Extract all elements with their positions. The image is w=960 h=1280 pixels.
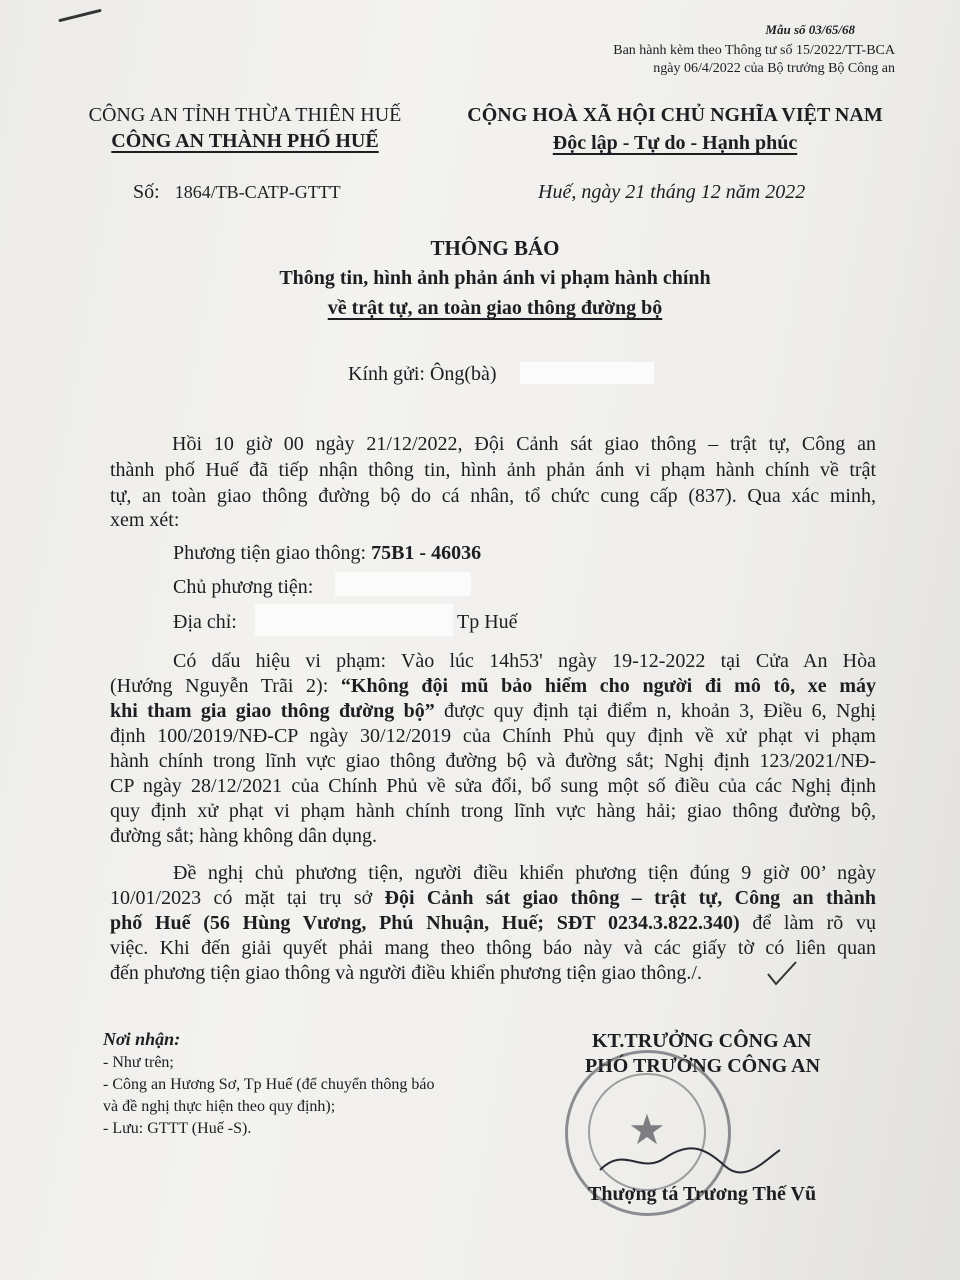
violation-line-5: hành chính trong lĩnh vực giao thông đường bộ và đường sắt; Nghị định 123/2021/NĐ- bbox=[110, 750, 876, 772]
agency-parent: CÔNG AN TỈNH THỪA THIÊN HUẾ bbox=[88, 104, 402, 126]
violation-line-2: (Hướng Nguyễn Trãi 2): “Không đội mũ bảo hiểm cho người đi mô tô, xe máy bbox=[110, 675, 876, 697]
form-issued-line-1: Ban hành kèm theo Thông tư số 15/2022/TT-BCA bbox=[613, 43, 895, 58]
form-issued-line-2: ngày 06/4/2022 của Bộ trưởng Bộ Công an bbox=[653, 61, 895, 76]
redacted-address bbox=[255, 604, 453, 636]
violation-line-4: định 100/2019/NĐ-CP ngày 30/12/2019 của Chính Phủ quy định về xử phạt vi phạm bbox=[110, 725, 876, 747]
place-date: Huế, ngày 21 tháng 12 năm 2022 bbox=[538, 181, 806, 203]
signer-name: Thượng tá Trương Thế Vũ bbox=[588, 1183, 817, 1205]
doc-number: Số: 1864/TB-CATP-GTTT bbox=[133, 181, 341, 203]
request-line-5: đến phương tiện giao thông và người điều khiển phương tiện giao thông./. bbox=[110, 962, 702, 984]
violation-line-7: quy định xử phạt vi phạm hành chính trong lĩnh vực hàng hải; giao thông đường bộ, bbox=[110, 800, 876, 822]
form-number: Mẫu số 03/65/68 bbox=[765, 22, 855, 37]
paragraph-1-line-3: tự, an toàn giao thông đường bộ do cá nhân, tổ chức cung cấp (837). Qua xác minh, bbox=[110, 485, 876, 507]
violation-line-8: đường sắt; hàng không dân dụng. bbox=[110, 825, 377, 847]
handwritten-signature-icon bbox=[595, 1140, 785, 1180]
request-line-1: Đề nghị chủ phương tiện, người điều khiển phương tiện đúng 9 giờ 00’ ngày bbox=[173, 862, 876, 884]
agency-name: CÔNG AN THÀNH PHỐ HUẾ bbox=[111, 130, 379, 152]
doc-subtitle-1: Thông tin, hình ảnh phản ánh vi phạm hành chính bbox=[279, 267, 711, 289]
salutation: Kính gửi: Ông(bà) bbox=[348, 363, 497, 385]
paragraph-1-line-4: xem xét: bbox=[110, 509, 180, 531]
official-seal-icon: ★ bbox=[565, 1050, 731, 1216]
doc-title: THÔNG BÁO bbox=[430, 236, 560, 260]
violation-line-1: Có dấu hiệu vi phạm: Vào lúc 14h53' ngày 19-12-2022 tại Cửa An Hòa bbox=[173, 650, 876, 672]
vehicle-owner-label: Chủ phương tiện: bbox=[173, 576, 314, 598]
pen-mark bbox=[58, 9, 101, 23]
vehicle-address-label: Địa chỉ: bbox=[173, 611, 237, 633]
recipient-item-3: - Lưu: GTTT (Huế -S). bbox=[103, 1120, 252, 1137]
request-line-4: việc. Khi đến giải quyết phải mang theo thông báo này và các giấy tờ có liên quan bbox=[110, 937, 876, 959]
national-motto: Độc lập - Tự do - Hạnh phúc bbox=[552, 132, 798, 154]
request-line-2: 10/01/2023 có mặt tại trụ sở Đội Cảnh sát giao thông – trật tự, Công an thành bbox=[110, 887, 876, 909]
request-line-3: phố Huế (56 Hùng Vương, Phú Nhuận, Huế; SĐT 0234.3.822.340) để làm rõ vụ bbox=[110, 912, 877, 934]
vehicle-plate-line: Phương tiện giao thông: 75B1 - 46036 bbox=[173, 542, 482, 564]
signature-title-1: KT.TRƯỞNG CÔNG AN bbox=[592, 1030, 812, 1052]
redacted-owner-name bbox=[335, 572, 471, 596]
recipient-item-1: - Như trên; bbox=[103, 1054, 174, 1071]
paragraph-1-line-2: thành phố Huế đã tiếp nhận thông tin, hình ảnh phản ánh vi phạm hành chính về trật bbox=[110, 459, 876, 481]
vehicle-address-city: Tp Huế bbox=[457, 611, 518, 633]
redacted-recipient-name bbox=[520, 362, 654, 384]
doc-subtitle-2: về trật tự, an toàn giao thông đường bộ bbox=[327, 297, 663, 319]
recipient-item-2a: - Công an Hương Sơ, Tp Huế (để chuyển thông báo bbox=[103, 1076, 435, 1093]
paragraph-1-line-1: Hồi 10 giờ 00 ngày 21/12/2022, Đội Cảnh sát giao thông – trật tự, Công an bbox=[172, 433, 876, 455]
country-name: CỘNG HOÀ XÃ HỘI CHỦ NGHĨA VIỆT NAM bbox=[467, 104, 883, 126]
recipient-item-2b: và đề nghị thực hiện theo quy định); bbox=[103, 1098, 336, 1115]
handwritten-check-mark-icon bbox=[765, 958, 799, 988]
violation-line-3: khi tham gia giao thông đường bộ” được quy định tại điểm n, khoản 3, Điều 6, Nghị bbox=[110, 700, 876, 722]
signature-title-2: PHÓ TRƯỞNG CÔNG AN bbox=[585, 1055, 821, 1077]
violation-line-6: CP ngày 28/12/2021 của Chính Phủ về sửa đổi, bổ sung một số điều của các Nghị định bbox=[110, 775, 876, 797]
recipients-title: Nơi nhận: bbox=[103, 1029, 181, 1049]
